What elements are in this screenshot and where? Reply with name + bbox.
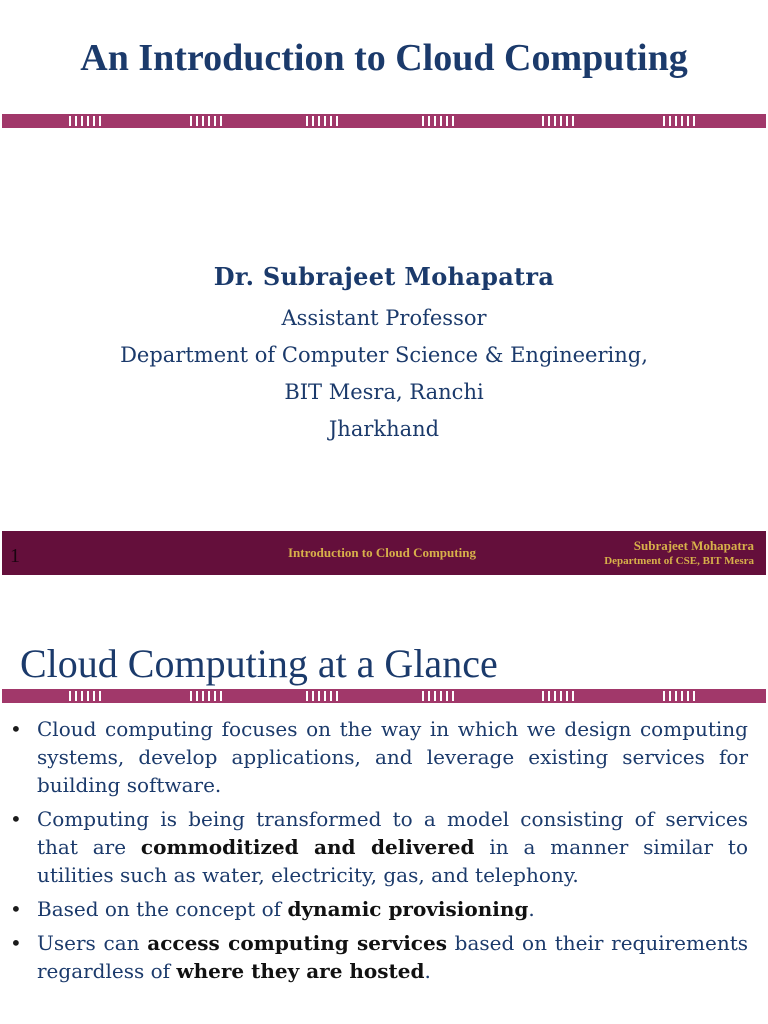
bullet-item xyxy=(6,929,748,985)
rule-notch xyxy=(190,691,226,701)
rule-notch xyxy=(422,691,458,701)
footer-author-name: Subrajeet Mohapatra xyxy=(633,538,754,553)
bullet-text: Cloud computing focuses on the way in which we design computing systems, develop applications, and leverage existing services for building software. xyxy=(37,717,748,797)
bullet-text: Users can xyxy=(37,931,148,955)
footer-author xyxy=(604,538,754,568)
rule-notch xyxy=(306,691,342,701)
bullet-text: . xyxy=(424,959,431,983)
author-block xyxy=(0,262,768,448)
bullet-item xyxy=(6,805,748,889)
rule-notch xyxy=(306,116,342,126)
title-rule-bar xyxy=(2,114,766,128)
bullet-text: Based on the concept of xyxy=(37,897,288,921)
rule-notch xyxy=(422,116,458,126)
rule-notch xyxy=(663,116,699,126)
bullet-text: in a manner similar to utilities such as water, electricity, gas, and telephony. xyxy=(37,835,749,887)
bullet-emphasis: access computing services xyxy=(147,931,447,955)
bullet-text: based on their requirements regardless of xyxy=(37,931,748,983)
bullet-text: . xyxy=(528,897,535,921)
rule-notch xyxy=(69,691,105,701)
rule-notch xyxy=(663,691,699,701)
author-state: Jharkhand xyxy=(328,417,440,441)
title-rule-bar xyxy=(2,689,766,703)
author-designation: Assistant Professor xyxy=(281,306,487,330)
author-institute: BIT Mesra, Ranchi xyxy=(284,380,484,404)
rule-notch xyxy=(69,116,105,126)
author-department: Department of Computer Science & Engineering, xyxy=(120,343,648,367)
bullet-emphasis: where they are hosted xyxy=(176,959,425,983)
bullet-emphasis: dynamic provisioning xyxy=(287,897,529,921)
slide-2 xyxy=(0,578,768,1024)
author-name: Dr. Subrajeet Mohapatra xyxy=(213,262,555,291)
footer-title: Introduction to Cloud Computing xyxy=(288,545,476,560)
slide-title: An Introduction to Cloud Computing xyxy=(80,37,688,79)
footer-author-dept: Department of CSE, BIT Mesra xyxy=(604,555,754,567)
bullet-item xyxy=(6,895,748,923)
bullet-list xyxy=(6,715,748,991)
bullet-text: Computing is being transformed to a model consisting of services that are xyxy=(37,807,748,859)
rule-notch xyxy=(542,116,578,126)
bullet-emphasis: commoditized and delivered xyxy=(140,835,475,859)
slide-title: Cloud Computing at a Glance xyxy=(20,641,498,686)
slide-number: 1 xyxy=(10,545,20,567)
rule-notch xyxy=(542,691,578,701)
slide-footer xyxy=(2,531,766,575)
rule-notch xyxy=(190,116,226,126)
bullet-item xyxy=(6,715,748,799)
